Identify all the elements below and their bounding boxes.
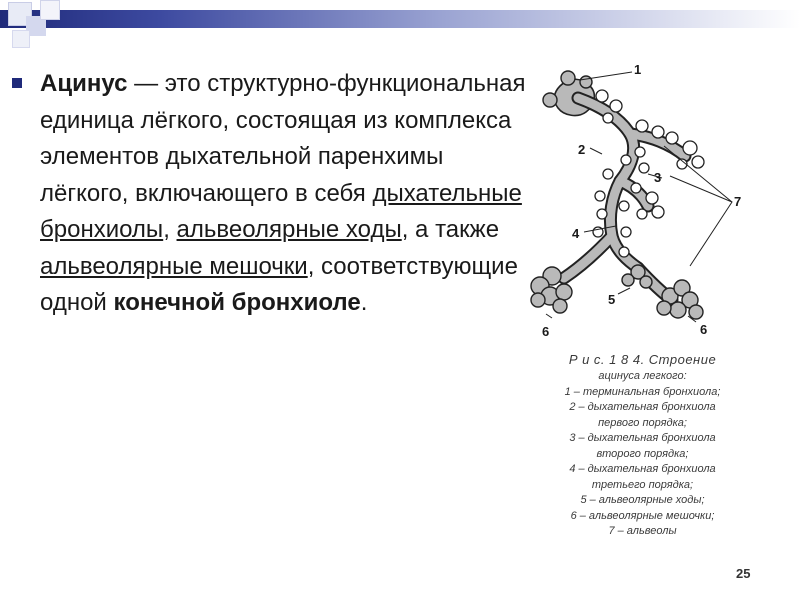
diagram-label: 5 (608, 292, 616, 307)
decor-square (40, 0, 60, 20)
acinus-diagram (520, 56, 760, 341)
caption-title: Р и с. 1 8 4. Строение (568, 352, 717, 367)
caption-line: третьего порядка; (591, 478, 694, 491)
caption-line: ацинуса легкого: (598, 370, 687, 382)
term-bold: Ацинус (40, 70, 128, 97)
caption-line: 7 – альвеолы (608, 525, 677, 537)
terminal-bronchiole-bold: конечной бронхиоле (113, 289, 361, 316)
caption-line: 1 – терминальная бронхиола; (564, 385, 721, 398)
decor-square (12, 30, 30, 48)
diagram-label: 6 (700, 322, 708, 337)
page-number: 25 (736, 566, 751, 581)
caption-line: 4 – дыхательная бронхиола (569, 463, 716, 475)
caption-line: второго порядка; (596, 447, 689, 460)
diagram-label: 3 (654, 170, 662, 185)
figure-caption (520, 350, 765, 540)
caption-line: первого порядка; (598, 416, 687, 429)
text-segment: , соответствующие одной (40, 252, 518, 316)
diagram-label: 4 (572, 226, 580, 241)
diagram-label: 1 (634, 62, 642, 77)
text-segment: , а также (401, 216, 500, 243)
link-alveolar-sacs[interactable]: альвеолярные мешочки (40, 252, 308, 280)
caption-line: 2 – дыхательная бронхиола (569, 401, 716, 413)
link-alveolar-ducts[interactable]: альвеолярные ходы (176, 216, 402, 243)
definition-paragraph (40, 66, 530, 322)
caption-line: 3 – дыхательная бронхиола (569, 432, 716, 444)
diagram-label: 6 (542, 324, 550, 339)
header-gradient-bar (0, 10, 800, 28)
text-segment: . (360, 289, 368, 316)
text-segment: , (163, 216, 177, 243)
caption-line: 5 – альвеолярные ходы; (580, 494, 705, 506)
text-segment: — это структурно-функциональная единица лёгкого, состоящая из комплекса элементов дыхательной паренхимы лёгкого, включающего в себя (40, 70, 526, 207)
bullet-icon (12, 78, 22, 88)
diagram-label: 7 (734, 194, 742, 209)
diagram-label: 2 (578, 142, 586, 157)
link-respiratory-bronchioles[interactable]: дыхательные бронхиолы (40, 179, 522, 243)
caption-line: 6 – альвеолярные мешочки; (570, 509, 715, 522)
